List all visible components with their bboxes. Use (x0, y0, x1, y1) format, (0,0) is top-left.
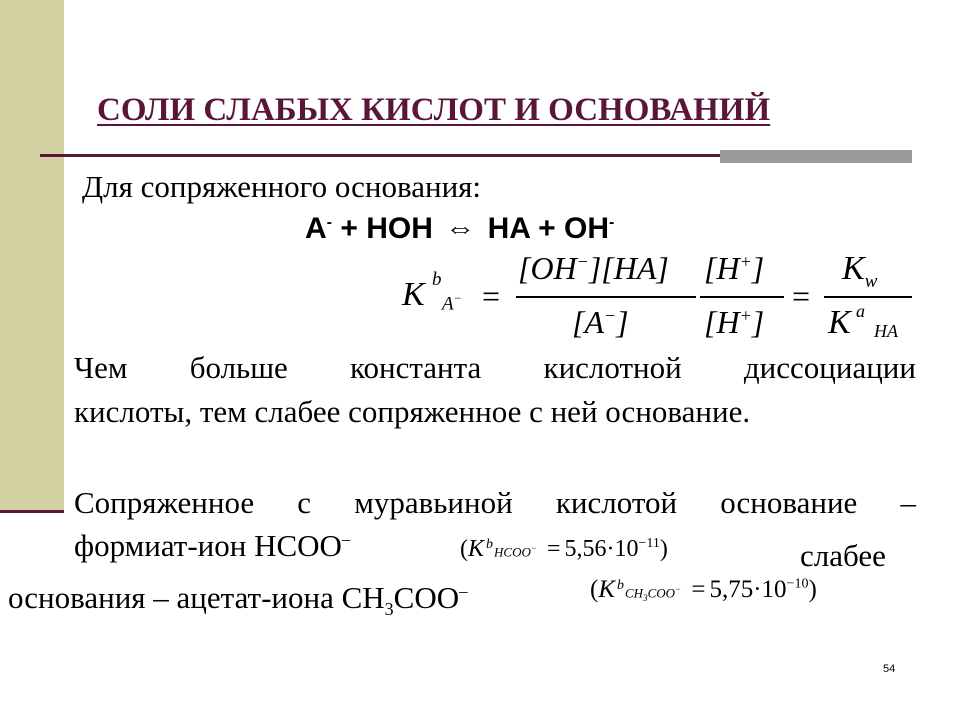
frac1-den-a: [A (572, 304, 604, 340)
kb-acetate-sub-text: CH (625, 585, 644, 601)
frac1-num-charge: − (576, 251, 589, 272)
slide-title: СОЛИ СЛАБЫХ КИСЛОТ И ОСНОВАНИЙ (97, 92, 771, 128)
product-oh: OH (564, 212, 610, 245)
kb-formate-mantissa: 5,56 (564, 536, 607, 562)
kb-sub (442, 292, 462, 313)
sidebar-decor (0, 0, 64, 513)
paragraph-2-line-1: Сопряженное с муравьиной кислотой основание – (74, 485, 916, 520)
kb-acetate-k: K (598, 576, 616, 603)
frac1-num-a: [OH (518, 250, 577, 286)
frac1-numerator (518, 252, 669, 284)
frac1-denominator (572, 306, 629, 338)
frac2-denominator (704, 306, 764, 338)
kw-sub: w (864, 270, 878, 292)
frac1-num-b: ][HA] (588, 250, 669, 286)
kb-sub-text: A (442, 293, 454, 315)
kb-acetate-sup: b (617, 578, 625, 594)
equals-1: = (482, 278, 501, 314)
ka-k: K (828, 304, 851, 341)
acetate-ion-subscript: 3 (384, 599, 394, 620)
ka-sub: HA (874, 321, 898, 341)
frac3-denominator (828, 306, 851, 340)
kb-acetate-sub (625, 585, 681, 603)
product-oh-charge: - (609, 214, 615, 231)
intro-text: Для сопряженного основания: (82, 169, 482, 204)
frac2-numerator (704, 252, 764, 284)
frac3-bar (824, 296, 912, 298)
kb-k: K (402, 276, 425, 313)
acetate-ion-charge: – (459, 581, 468, 601)
kb-symbol (402, 278, 425, 312)
paragraph-2-word-weaker: слабее (800, 538, 886, 573)
kb-sub-charge: − (453, 291, 462, 305)
acetate-ion-tail: COO (393, 580, 460, 615)
kb-formate-dot: · (606, 536, 615, 562)
frac2-den-charge: + (739, 305, 752, 326)
kb-formate-sup: b (486, 537, 494, 553)
kw-k: K (842, 250, 865, 287)
paragraph-1-line-1: Чем больше константа кислотной диссоциации (74, 350, 916, 385)
reactant-a-charge: - (326, 214, 332, 231)
frac1-den-close: ] (616, 304, 629, 340)
kb-formula (396, 250, 916, 350)
kb-formate-expression (460, 537, 668, 561)
product-ha: HA (487, 212, 530, 245)
paragraph-2-line-2 (74, 528, 350, 564)
kb-formate-exp: −11 (638, 536, 660, 551)
kb-acetate-base: 10 (761, 576, 787, 603)
kb-formate-sub-text: HCOO (494, 544, 531, 560)
kb-acetate-mantissa: 5,75 (709, 576, 754, 603)
acetate-ion-text: основания – ацетат-иона CH (8, 580, 385, 615)
kb-formate-open: ( (460, 536, 468, 562)
kb-acetate-exp: −10 (786, 576, 809, 592)
frac2-num-close: ] (751, 250, 765, 286)
frac2-den-close: ] (751, 304, 765, 340)
page-number: 54 (883, 663, 896, 675)
equilibrium-arrow-icon: ⇔ (445, 212, 476, 245)
kb-acetate-sub-tail: COO (647, 585, 676, 601)
reactant-water: HOH (366, 212, 433, 245)
ka-sup: a (856, 301, 865, 321)
reactant-a: A (305, 212, 327, 245)
frac2-den-a: [H (704, 304, 740, 340)
frac2-num-a: [H (704, 250, 740, 286)
reaction-plus-2: + (538, 212, 556, 245)
equals-2: = (792, 278, 811, 314)
kb-acetate-expression (590, 577, 817, 603)
kb-sup: b (432, 269, 442, 290)
frac3-numerator (842, 252, 877, 291)
reaction-equation (305, 212, 614, 246)
paragraph-1-line-2: кислоты, тем слабее сопряженное с ней основание. (74, 394, 751, 429)
frac2-bar (700, 296, 784, 298)
formate-ion-charge: – (341, 529, 351, 549)
paragraph-3 (8, 580, 468, 620)
kb-formate-k: K (468, 536, 485, 562)
title-rule-gray-bar (720, 150, 912, 163)
kb-acetate-dot: · (753, 576, 762, 603)
frac1-den-charge: − (604, 305, 617, 326)
kb-acetate-close: ) (808, 576, 817, 603)
kb-formate-close: ) (659, 536, 668, 562)
kb-formate-base: 10 (614, 536, 639, 562)
kb-formate-eq: = (546, 536, 561, 562)
sidebar-accent-line (0, 510, 64, 513)
kb-formate-sub (494, 544, 537, 558)
kb-acetate-sub-index: 3 (643, 593, 648, 604)
kb-formate-sub-charge: − (530, 543, 537, 554)
frac1-bar (516, 296, 696, 298)
kb-acetate-sub-charge: − (675, 584, 682, 595)
kb-acetate-open: ( (590, 576, 599, 603)
reaction-plus-1: + (340, 212, 358, 245)
kb-acetate-eq: = (691, 576, 706, 603)
formate-ion-text: формиат-ион HCOO (74, 528, 342, 563)
frac2-num-charge: + (739, 251, 752, 272)
